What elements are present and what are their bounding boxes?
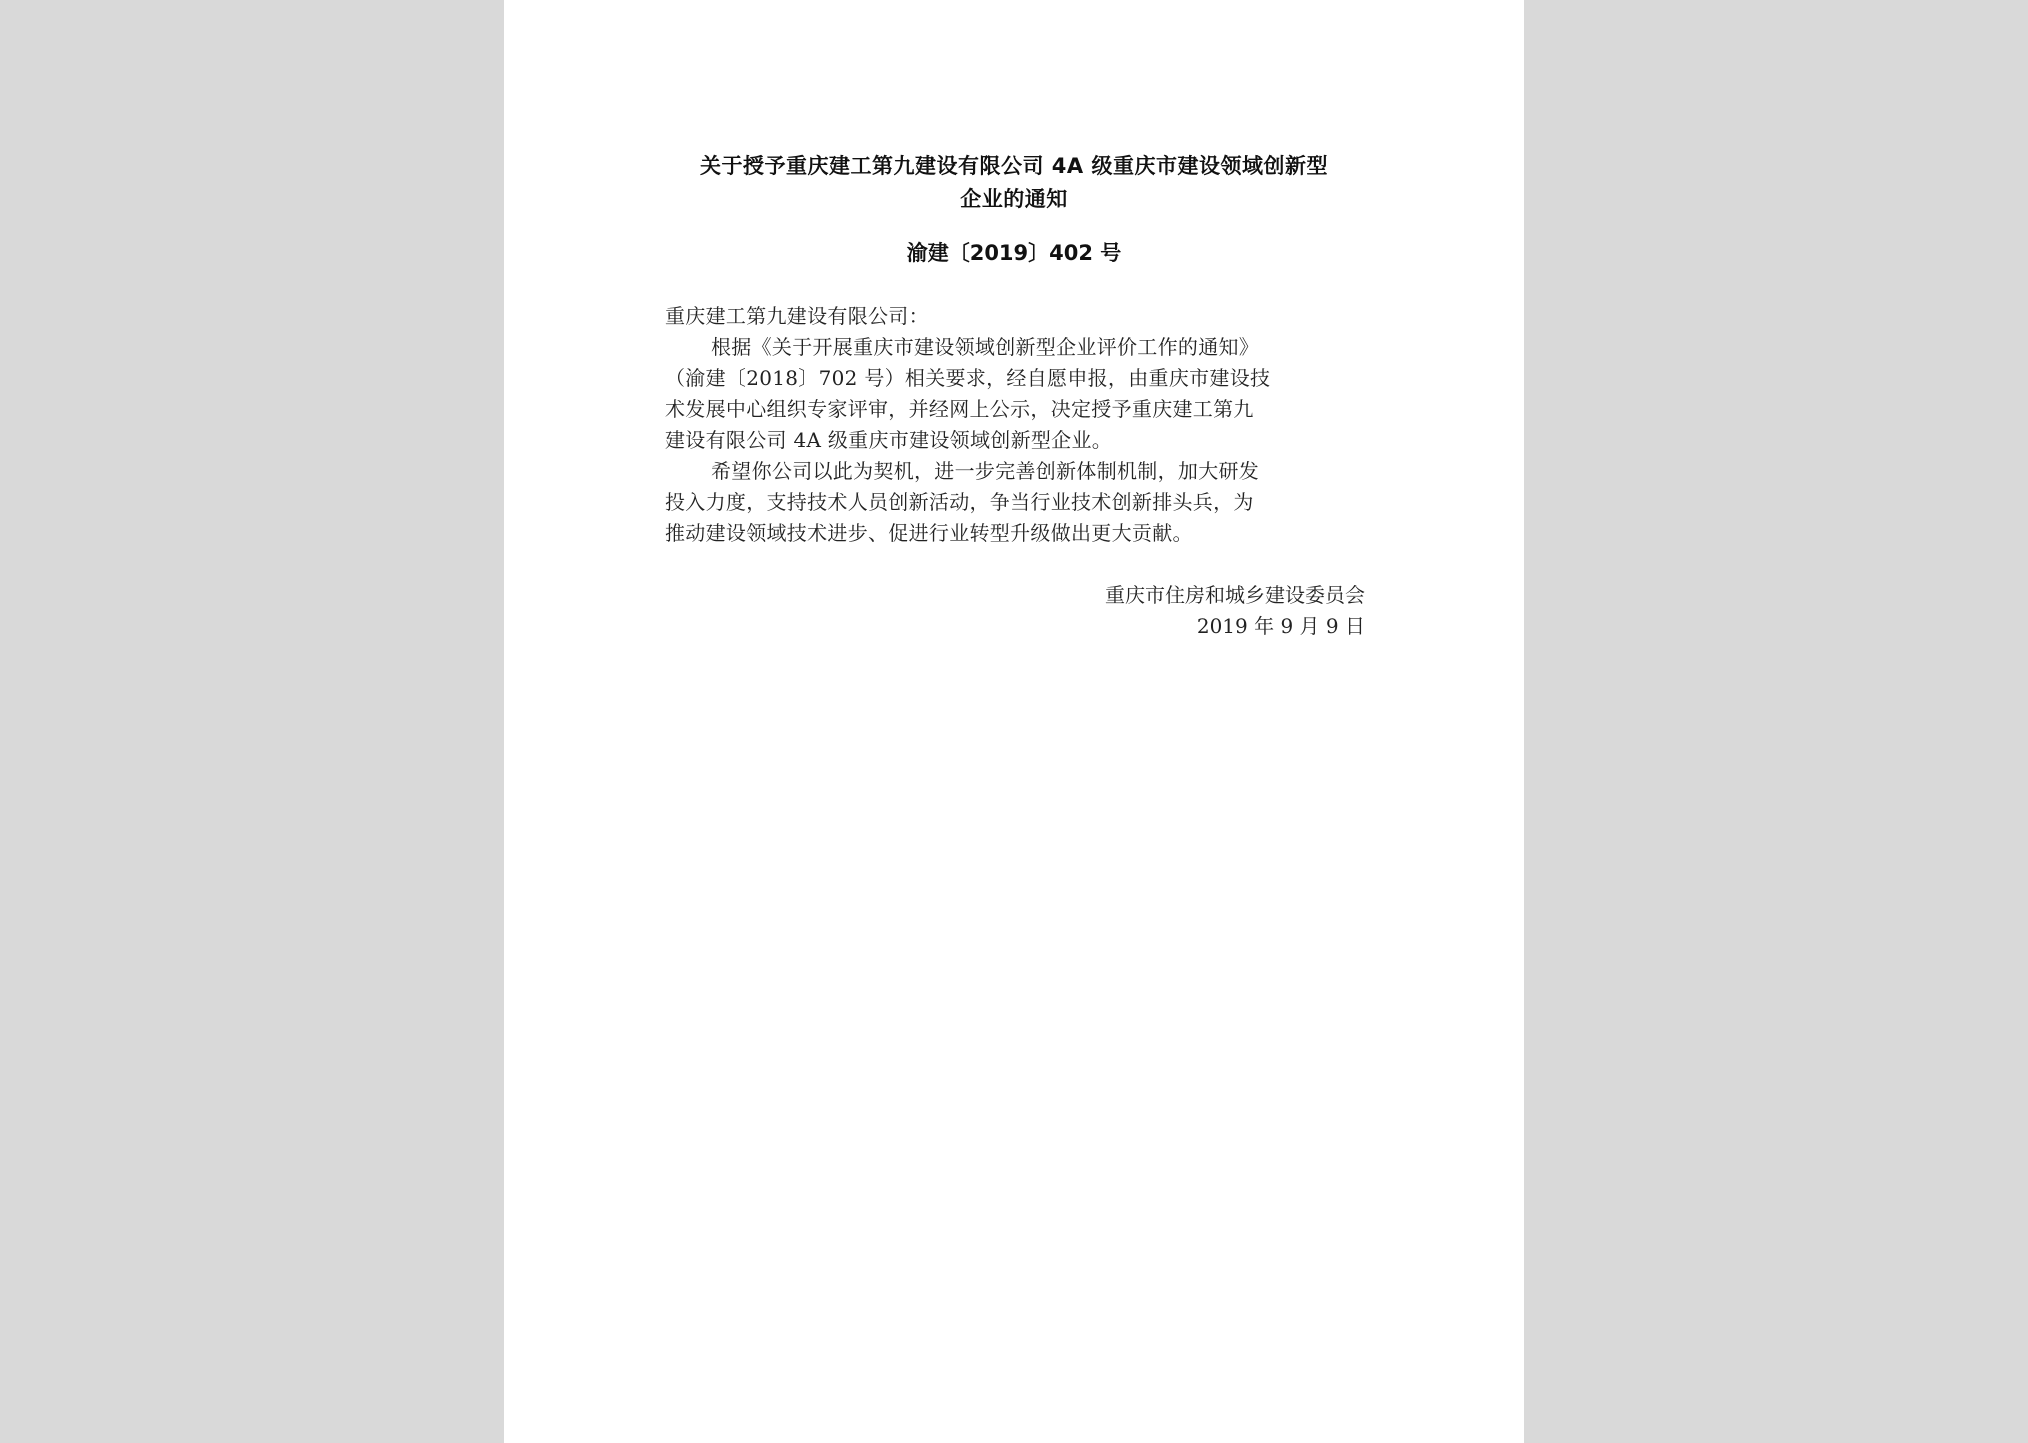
body-line: 投入力度，支持技术人员创新活动，争当行业技术创新排头兵，为 [665,490,1254,514]
salutation: 重庆建工第九建设有限公司： [665,304,929,328]
issuer-name: 重庆市住房和城乡建设委员会 [1105,583,1365,607]
document-page [504,0,1524,1443]
body-line: 希望你公司以此为契机，进一步完善创新体制机制，加大研发 [711,459,1260,483]
issue-date: 2019 年 9 月 9 日 [1196,614,1365,638]
body-line: 术发展中心组织专家评审，并经网上公示，决定授予重庆建工第九 [665,397,1254,421]
body-line: 根据《关于开展重庆市建设领域创新型企业评价工作的通知》 [711,335,1260,359]
document-number: 渝建〔2019〕402 号 [906,241,1122,265]
document-title-line-1: 关于授予重庆建工第九建设有限公司 4A 级重庆市建设领域创新型 [700,154,1328,178]
document-title-line-2: 企业的通知 [960,187,1068,211]
body-line: 推动建设领域技术进步、促进行业转型升级做出更大贡献。 [665,521,1193,545]
body-line: 建设有限公司 4A 级重庆市建设领域创新型企业。 [665,428,1113,452]
body-line: （渝建〔2018〕702 号）相关要求，经自愿申报，由重庆市建设技 [665,366,1271,390]
